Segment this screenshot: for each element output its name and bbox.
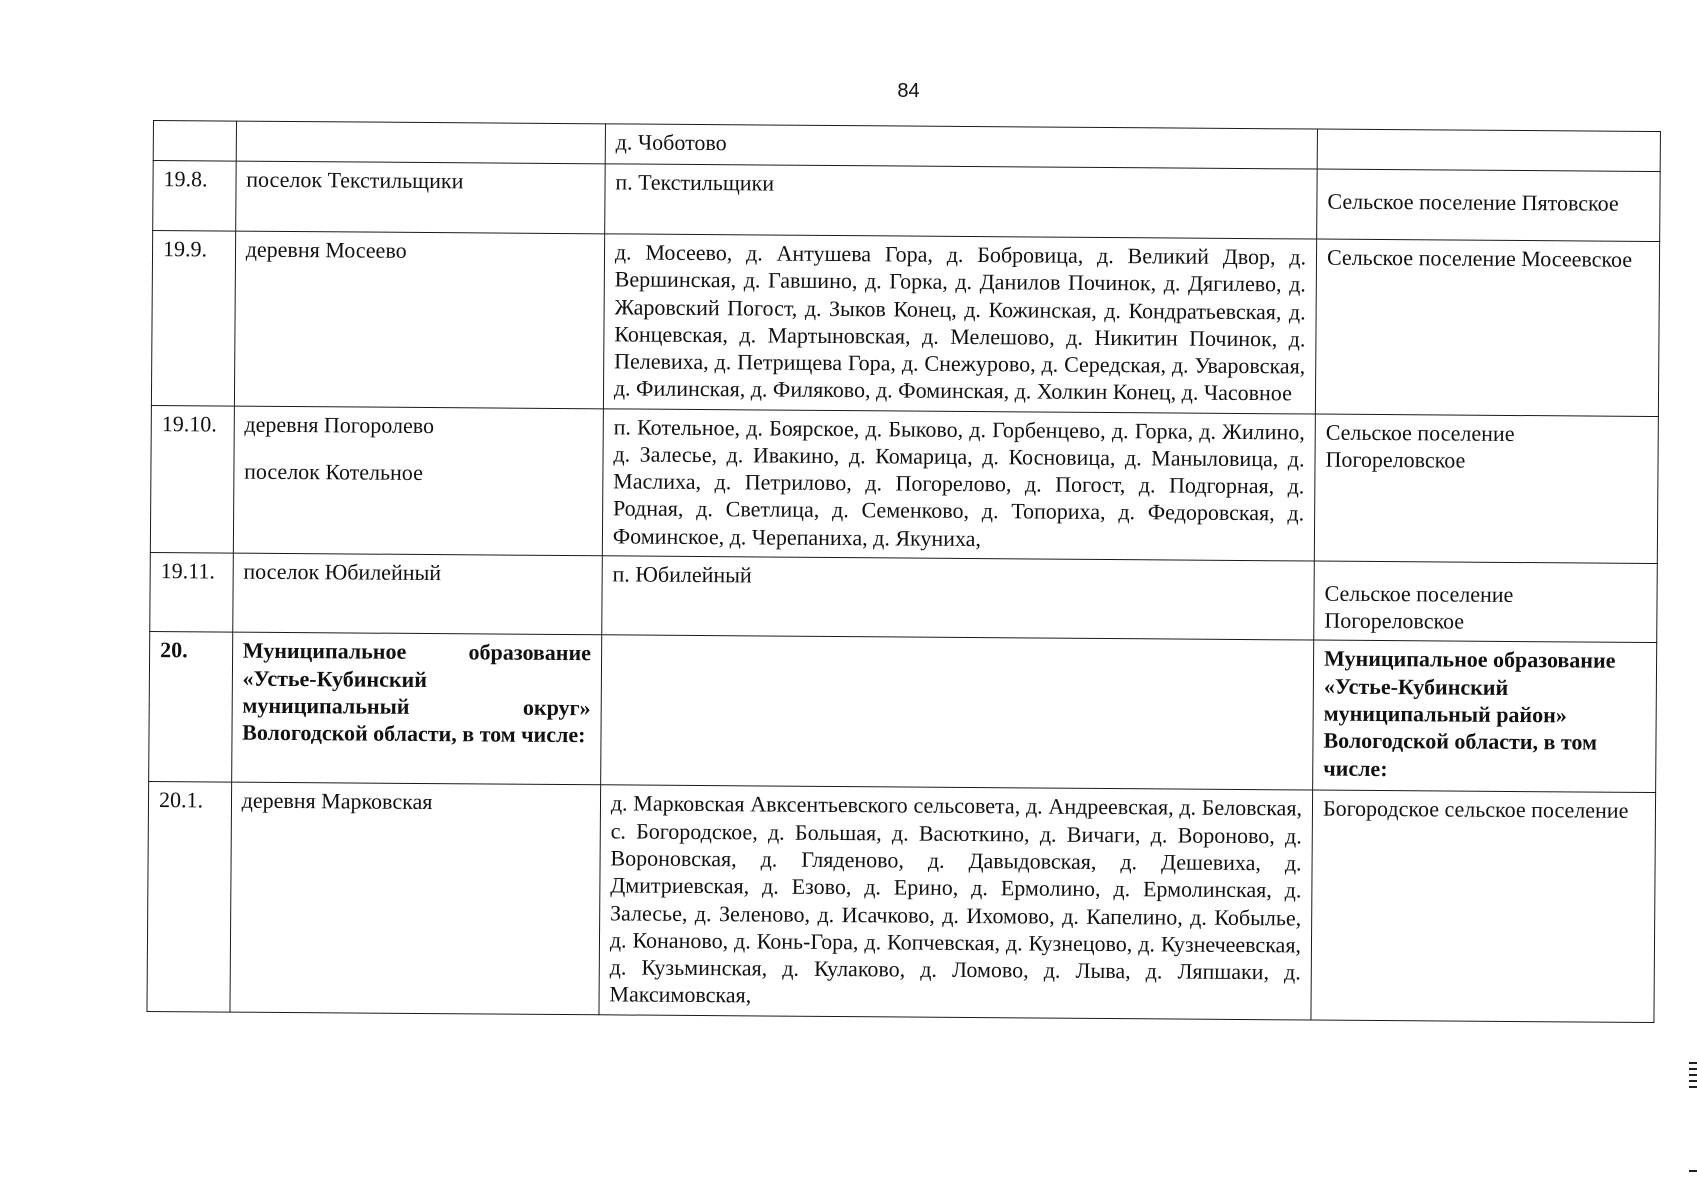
locality-name: деревня Мосеево (234, 231, 604, 408)
municipal-settlement: Сельское поселение Погореловское (1314, 561, 1658, 643)
locality-name: Муниципальное образование «Устье-Кубинский муниципальный округ» Вологодской области, в том числе: (231, 633, 601, 786)
included-settlements (601, 635, 1314, 790)
table-row (149, 632, 1657, 793)
municipal-settlement: Сельское поселение Пятовское (1317, 169, 1660, 242)
municipal-settlement (1317, 129, 1660, 172)
table-row (147, 782, 1656, 1022)
table-row (150, 552, 1658, 643)
table-row (151, 231, 1659, 417)
locality-name: деревня Марковская (230, 783, 601, 1015)
locality-name-cell (233, 406, 603, 556)
locality-name-secondary: поселок Котельное (244, 458, 424, 485)
row-number: 19.10. (150, 405, 234, 553)
row-number: 20. (149, 632, 233, 783)
row-number: 19.8. (153, 161, 236, 232)
included-settlements: д. Чоботово (605, 124, 1317, 169)
municipal-settlement: Сельское поселение Погореловское (1314, 414, 1658, 564)
spacer (244, 438, 592, 461)
settlements-table-wrapper (146, 120, 1660, 1023)
row-number: 19.11. (150, 552, 233, 632)
row-number: 19.9. (151, 231, 235, 406)
locality-name: поселок Текстильщики (235, 161, 605, 234)
table-row (153, 161, 1660, 242)
locality-name: деревня Погоролево (244, 411, 435, 438)
municipal-settlement: Сельское поселение Мосеевское (1315, 239, 1659, 416)
municipal-settlement: Богородское сельское поселение (1311, 790, 1656, 1022)
locality-name (236, 121, 605, 164)
settlements-table (146, 120, 1660, 1023)
included-settlements: п. Юбилейный (602, 556, 1315, 641)
row-number: 20.1. (147, 782, 231, 1012)
locality-name: поселок Юбилейный (232, 553, 602, 635)
included-settlements: п. Котельное, д. Боярское, д. Быково, д. Горбенцево, д. Горка, д. Жилино, д. Залесье, д. Ивакино, д. Комарица, д. Косновица, д. Маныловица, д. Маслиха, д. Петрилово, д. Погорелово, д. Погост, д. Подгорная, д. Родная, д. Светлица, д. Семенково, д. Топориха, д. Федоровская, д. Фоминское, д. Черепаниха, д. Якуниха, (602, 408, 1315, 561)
row-number (153, 121, 236, 162)
included-settlements: п. Текстильщики (605, 164, 1318, 239)
municipal-settlement: Муниципальное образование «Устье-Кубинский муниципальный район» Вологодской области, в том числе: (1313, 640, 1657, 793)
page-number: 84 (897, 80, 920, 102)
included-settlements: д. Мосеево, д. Антушева Гора, д. Бобровица, д. Великий Двор, д. Вершинская, д. Гавшино, д. Горка, д. Данилов Починок, д. Дягилево, д. Жаровский Погост, д. Зыков Конец, д. Кожинская, д. Кондратьевская, д. Концевская, д. Мартыновская, д. Мелешово, д. Никитин Починок, д. Пелевиха, д. Петрищева Гора, д. Снежурово, д. Середская, д. Уваровская, д. Филинская, д. Филяково, д. Фоминская, д. Холкин Конец, д. Часовное (603, 234, 1316, 414)
scan-edge-dash (1689, 1170, 1697, 1172)
table-row (150, 405, 1658, 563)
included-settlements: д. Марковская Авксентьевского сельсовета, д. Андреевская, д. Беловская, с. Богородское, д. Большая, д. Васюткино, д. Вичаги, д. Вороново, д. Вороновская, д. Гляденово, д. Давыдовская, д. Дешевиха, д. Дмитриевская, д. Езово, д. Ерино, д. Ермолино, д. Ермолинская, д. Залесье, д. Зеленово, д. Исачково, д. Ихомово, д. Капелино, д. Кобылье, д. Конаново, д. Конь-Гора, д. Копчевская, д. Кузнецово, д. Кузнечеевская, д. Кузьминская, д. Кулаково, д. Ломово, д. Лыва, д. Ляпшаки, д. Максимовская, (599, 785, 1313, 1019)
scan-edge-marks (1689, 1062, 1697, 1092)
